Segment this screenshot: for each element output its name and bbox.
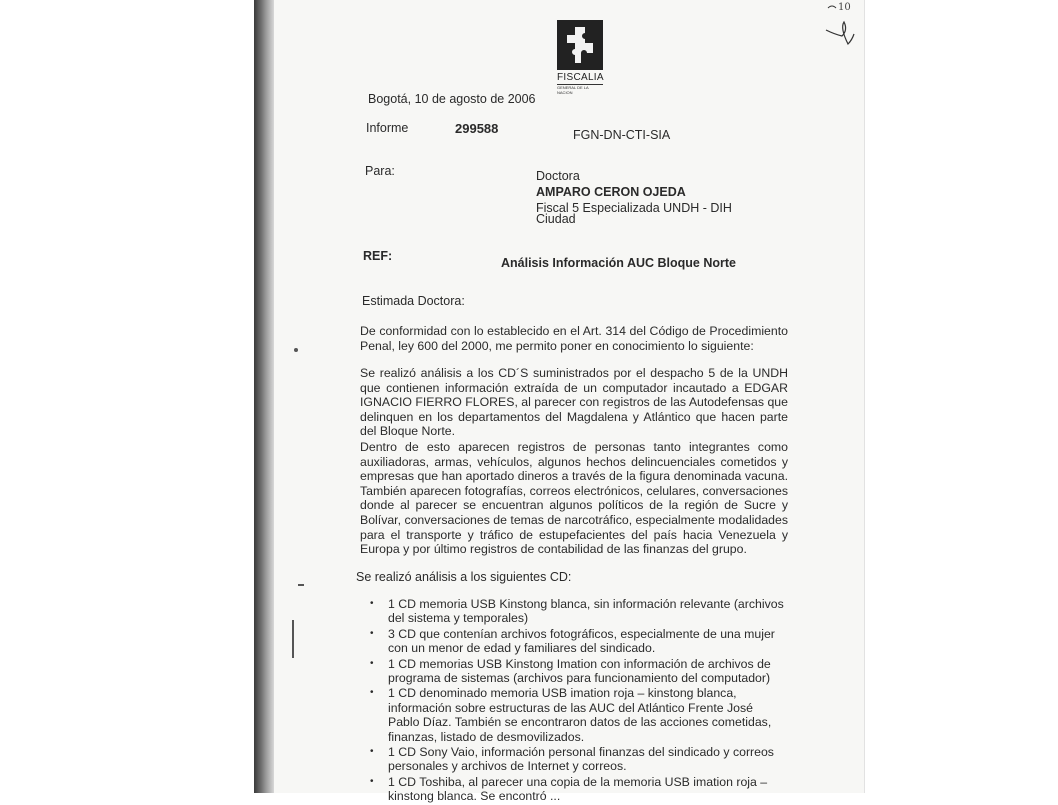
document-page <box>274 0 865 804</box>
logo-wordmark: FISCALIA <box>557 72 604 83</box>
date-line: Bogotá, 10 de agosto de 2006 <box>368 92 536 106</box>
salutation: Estimada Doctora: <box>362 294 465 308</box>
puzzle-logo-icon <box>557 20 603 70</box>
list-item: • 1 CD Toshiba, al parecer una copia de la memoria USB imation roja – kinstong blanca. Se encontró ... <box>368 775 786 804</box>
ref-label: REF: <box>363 249 393 263</box>
list-item: • 1 CD Sony Vaio, información personal finanzas del sindicado y correos personales y archivos de Internet y correos. <box>368 745 786 774</box>
list-item: • 3 CD que contenían archivos fotográficos, especialmente de una mujer con un menor de edad y familiares del sindicado. <box>368 627 786 656</box>
informe-label: Informe <box>366 121 409 135</box>
list-item: • 1 CD memorias USB Kinstong Imation con información de archivos de programa de sistemas (archivos para funcionamiento del computador) <box>368 657 786 686</box>
recipient-city: Ciudad <box>536 212 576 226</box>
margin-mark <box>292 620 294 658</box>
scan-speck <box>298 584 304 586</box>
paragraph-analysis: Se realizó análisis a los CD´S suministrados por el despacho 5 de la UNDH que contienen información extraída de un computador incautado a EDGAR IGNACIO FIERRO FLORES, al parecer con registros de las Autodefensas que delinquen en los departamentos del Magdalena y Atlántico que hacen parte del Bloque Norte. <box>360 366 788 439</box>
informe-number: 299588 <box>455 121 499 136</box>
list-item: • 1 CD denominado memoria USB imation roja – kinstong blanca, información sobre estructuras de las AUC del Atlántico Frente José Pablo Díaz. También se encontraron datos de las acciones cometidas, finanzas, listado de desmovilizados. <box>368 686 786 744</box>
recipient-name: AMPARO CERON OJEDA <box>536 185 686 199</box>
reference-code: FGN-DN-CTI-SIA <box>573 128 671 142</box>
paragraph-intro: De conformidad con lo establecido en el Art. 314 del Código de Procedimiento Penal, ley 600 del 2000, me permito poner en conocimiento lo siguiente: <box>360 324 788 353</box>
scan-shadow-edge <box>254 0 274 793</box>
para-label: Para: <box>365 164 395 178</box>
page-mark: 10 <box>838 2 851 13</box>
list-intro: Se realizó análisis a los siguientes CD: <box>356 570 572 584</box>
list-item: • 1 CD memoria USB Kinstong blanca, sin información relevante (archivos del sistema y temporales) <box>368 597 786 626</box>
ref-subject: Análisis Información AUC Bloque Norte <box>501 256 736 270</box>
scan-speck <box>294 348 298 352</box>
handwritten-annotation <box>824 0 860 55</box>
fiscalia-logo <box>557 20 607 95</box>
recipient-position: Fiscal 5 Especializada UNDH - DIH <box>536 201 732 215</box>
logo-subtext: GENERAL DE LA NACION <box>557 84 603 95</box>
cd-list <box>368 597 786 805</box>
recipient-title: Doctora <box>536 169 580 183</box>
paragraph-findings: Dentro de esto aparecen registros de personas tanto integrantes como auxiliadoras, armas, vehículos, algunos hechos delincuenciales cometidos y empresas que han aportado dineros a través de la figura denominada vacuna. También aparecen fotografías, correos electrónicos, celulares, conversaciones donde al parecer se encuentran algunos políticos de la región de Sucre y Bolívar, conversaciones de temas de narcotráfico, especialmente modalidades para el transporte y tráfico de estupefacientes del país hacia Venezuela y Europa y por último registros de contabilidad de las finanzas del grupo. <box>360 440 788 557</box>
